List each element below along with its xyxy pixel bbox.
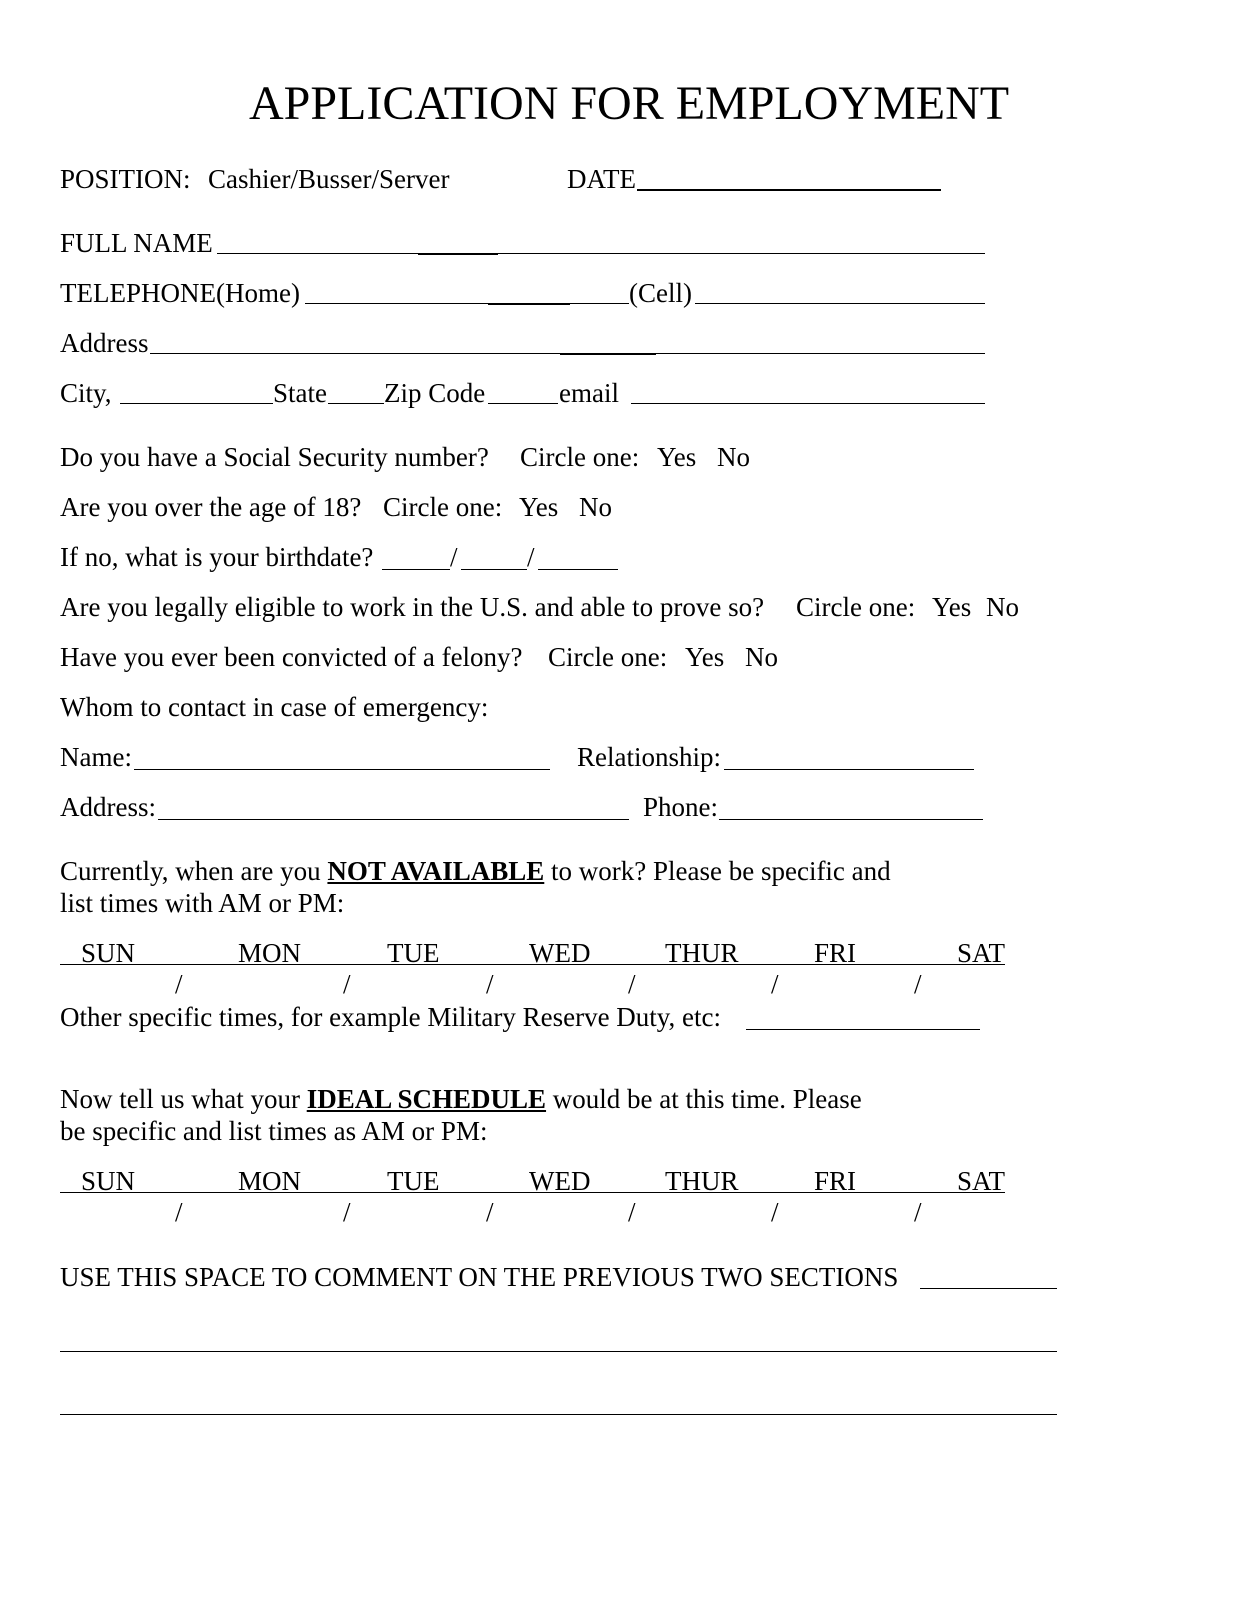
eligibility-yes-option[interactable]: Yes [932,592,972,622]
eligibility-circle-label: Circle one: [796,592,916,622]
day-sun: SUN [81,938,136,968]
other-times-field[interactable] [746,1029,980,1030]
day-sun: SUN [81,1166,136,1196]
birthdate-separator: / [450,542,458,572]
full-name-label: FULL NAME [60,228,213,258]
felony-no-option[interactable]: No [745,642,778,672]
day-mon: MON [238,1166,302,1196]
eligibility-question: Are you legally eligible to work in the U.S. and able to prove so? [60,592,765,622]
age-question: Are you over the age of 18? [60,492,362,522]
birthdate-separator: / [527,542,535,572]
emergency-phone-label: Phone: [643,792,719,822]
eligibility-no-option[interactable]: No [986,592,1019,622]
telephone-home-field-segment [488,303,570,305]
ideal-schedule-prompt [60,1083,862,1115]
ssn-circle-label: Circle one: [520,442,640,472]
birthdate-month-field[interactable] [382,569,450,570]
city-field[interactable] [120,403,273,404]
day-thur: THUR [665,1166,739,1196]
address-label: Address [60,328,149,358]
day-wed: WED [529,938,591,968]
ssn-yes-option[interactable]: Yes [657,442,697,472]
full-name-field-segment [418,253,498,255]
birthdate-question: If no, what is your birthdate? [60,542,374,572]
full-name-field[interactable] [217,253,985,254]
zip-code-label: Zip Code [384,378,486,408]
day-tue: TUE [387,1166,440,1196]
birthdate-day-field[interactable] [461,569,527,570]
email-field[interactable] [631,403,985,404]
time-separator[interactable]: / [175,969,183,999]
time-separator[interactable]: / [486,969,494,999]
emergency-relationship-field[interactable] [724,769,974,770]
day-sat: SAT [957,938,1006,968]
position-value: Cashier/Busser/Server [208,164,450,194]
telephone-cell-field[interactable] [695,303,985,304]
ssn-no-option[interactable]: No [717,442,750,472]
page-title: APPLICATION FOR EMPLOYMENT [249,77,1010,130]
date-field[interactable] [637,189,941,191]
telephone-home-field[interactable] [305,303,629,304]
day-thur: THUR [665,938,739,968]
zip-code-field[interactable] [488,403,558,404]
emergency-name-field[interactable] [134,769,550,770]
day-fri: FRI [814,938,857,968]
age-no-option[interactable]: No [579,492,612,522]
felony-question: Have you ever been convicted of a felony? [60,642,523,672]
schedule-header-rule [60,964,1005,965]
ideal-schedule-emphasis: IDEAL SCHEDULE [306,1084,547,1114]
telephone-home-label: TELEPHONE(Home) [60,278,300,308]
state-field[interactable] [328,403,384,404]
day-tue: TUE [387,938,440,968]
not-available-emphasis: NOT AVAILABLE [327,856,545,886]
not-available-prompt-post: to work? Please be specific and [551,856,891,886]
emergency-phone-field[interactable] [719,819,983,820]
emergency-name-label: Name: [60,742,132,772]
birthdate-year-field[interactable] [538,569,618,570]
emergency-address-field[interactable] [158,819,629,820]
time-separator[interactable]: / [771,1197,779,1227]
day-wed: WED [529,1166,591,1196]
ideal-schedule-prompt-post: would be at this time. Please [552,1084,862,1114]
telephone-cell-label: (Cell) [629,278,692,308]
time-separator[interactable]: / [486,1197,494,1227]
ssn-question: Do you have a Social Security number? [60,442,489,472]
ideal-schedule-prompt-pre: Now tell us what your [60,1084,300,1114]
emergency-relationship-label: Relationship: [577,742,721,772]
date-label: DATE [567,164,636,194]
emergency-heading: Whom to contact in case of emergency: [60,692,489,722]
felony-circle-label: Circle one: [548,642,668,672]
position-label: POSITION: [60,164,191,194]
time-separator[interactable]: / [628,969,636,999]
time-separator[interactable]: / [771,969,779,999]
ideal-schedule-prompt-line2: be specific and list times as AM or PM: [60,1116,488,1146]
address-field-segment [560,353,656,355]
time-separator[interactable]: / [175,1197,183,1227]
felony-yes-option[interactable]: Yes [685,642,725,672]
other-times-label: Other specific times, for example Military Reserve Duty, etc: [60,1002,722,1032]
email-label: email [559,378,619,408]
comment-field-line[interactable] [60,1351,1057,1352]
schedule-header-rule [60,1192,1005,1193]
time-separator[interactable]: / [628,1197,636,1227]
comment-label: USE THIS SPACE TO COMMENT ON THE PREVIOUS TWO SECTIONS [60,1262,899,1292]
day-fri: FRI [814,1166,857,1196]
age-yes-option[interactable]: Yes [519,492,559,522]
not-available-prompt-pre: Currently, when are you [60,856,321,886]
time-separator[interactable]: / [914,969,922,999]
time-separator[interactable]: / [343,1197,351,1227]
age-circle-label: Circle one: [383,492,503,522]
time-separator[interactable]: / [914,1197,922,1227]
not-available-prompt-line2: list times with AM or PM: [60,888,345,918]
state-label: State [273,378,327,408]
not-available-prompt [60,855,891,887]
comment-field-line[interactable] [60,1414,1057,1415]
city-label: City, [60,378,112,408]
day-sat: SAT [957,1166,1006,1196]
day-mon: MON [238,938,302,968]
emergency-address-label: Address: [60,792,156,822]
time-separator[interactable]: / [343,969,351,999]
comment-field-line[interactable] [920,1288,1057,1289]
